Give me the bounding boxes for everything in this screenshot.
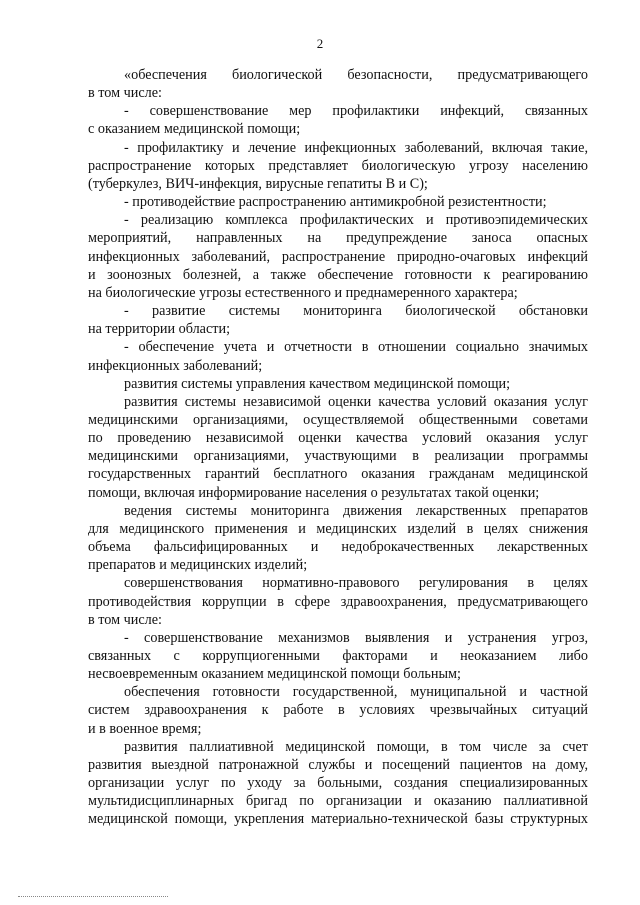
text-line: для медицинского применения и медицинских изделий в целях снижения [88, 520, 588, 537]
text-line: обеспечения готовности государственной, муниципальной и частной [124, 684, 588, 701]
text-line: по проведению независимой оценки качества условий оказания услуг [88, 430, 588, 447]
text-line: медицинскими организациями, осуществляемой общественными советами [88, 411, 588, 428]
text-line: объема фальсифицированных и недоброкачественных лекарственных [88, 539, 588, 556]
text-line: и в военное время; [88, 720, 202, 737]
text-line: систем здравоохранения к работе в условиях чрезвычайных ситуаций [88, 702, 588, 719]
text-line: «обеспечения биологической безопасности, предусматривающего [124, 67, 588, 83]
text-line: противодействия коррупции в сфере здравоохранения, предусматривающего [88, 593, 588, 610]
text-line: связанных с коррупциогенными факторами и неоказанием либо [88, 648, 588, 664]
text-line: и зоонозных болезней, а также обеспечение готовности к реагированию [88, 266, 588, 283]
text-line: развития паллиативной медицинской помощи, в том числе за счет [124, 738, 588, 755]
text-line: несвоевременным оказанием медицинской помощи больным; [88, 666, 461, 683]
text-line: препаратов и медицинских изделий; [88, 557, 308, 574]
footer-rule [18, 896, 168, 897]
text-line: ведения системы мониторинга движения лекарственных препаратов [124, 502, 588, 519]
text-line: - реализацию комплекса профилактических и противоэпидемических [124, 212, 588, 229]
text-line: (туберкулез, ВИЧ-инфекция, вирусные гепатиты В и С); [88, 175, 428, 192]
text-line: с оказанием медицинской помощи; [88, 121, 301, 138]
text-line: - обеспечение учета и отчетности в отношении социально значимых [124, 339, 588, 356]
text-line: в том числе: [88, 611, 162, 628]
page-number: 2 [316, 36, 324, 51]
text-line: на биологические угрозы естественного и преднамеренного характера; [88, 284, 518, 301]
text-line: совершенствования нормативно-правового регулирования в целях [124, 575, 588, 592]
text-line: - развитие системы мониторинга биологической обстановки [124, 303, 588, 320]
text-line: на территории области; [88, 321, 231, 338]
text-line: в том числе: [88, 85, 162, 102]
text-line: развития выездной патронажной службы и посещений пациентов на дому, [88, 756, 588, 773]
text-line: мультидисциплинарных бригад по организации и оказанию паллиативной [88, 793, 588, 810]
text-line: организации услуг по уходу за больными, создания специализированных [88, 775, 588, 792]
text-line: медицинскими организациями, участвующими в реализации программы [88, 448, 588, 465]
text-line: инфекционных заболеваний, распространение природно-очаговых инфекций [88, 248, 588, 265]
text-line: мероприятий, направленных на предупреждение заноса опасных [88, 230, 588, 247]
document-body [88, 66, 588, 829]
text-line: развития системы управления качеством медицинской помощи; [124, 375, 511, 392]
text-line: медицинской помощи, укрепления материально-технической базы структурных [88, 811, 588, 828]
text-line: распространение которых представляет биологическую угрозу населению [88, 157, 588, 174]
text-line: государственных гарантий бесплатного оказания гражданам медицинской [88, 466, 588, 483]
text-line: помощи, включая информирование населения о результатах такой оценки; [88, 484, 540, 501]
text-line: - совершенствование мер профилактики инфекций, связанных [124, 103, 588, 120]
text-line: - совершенствование механизмов выявления и устранения угроз, [124, 629, 588, 646]
text-line: инфекционных заболеваний; [88, 357, 263, 374]
text-line: - профилактику и лечение инфекционных заболеваний, включая такие, [124, 139, 588, 156]
text-line: - противодействие распространению антимикробной резистентности; [124, 194, 547, 211]
text-line: развития системы независимой оценки качества условий оказания услуг [124, 393, 588, 410]
